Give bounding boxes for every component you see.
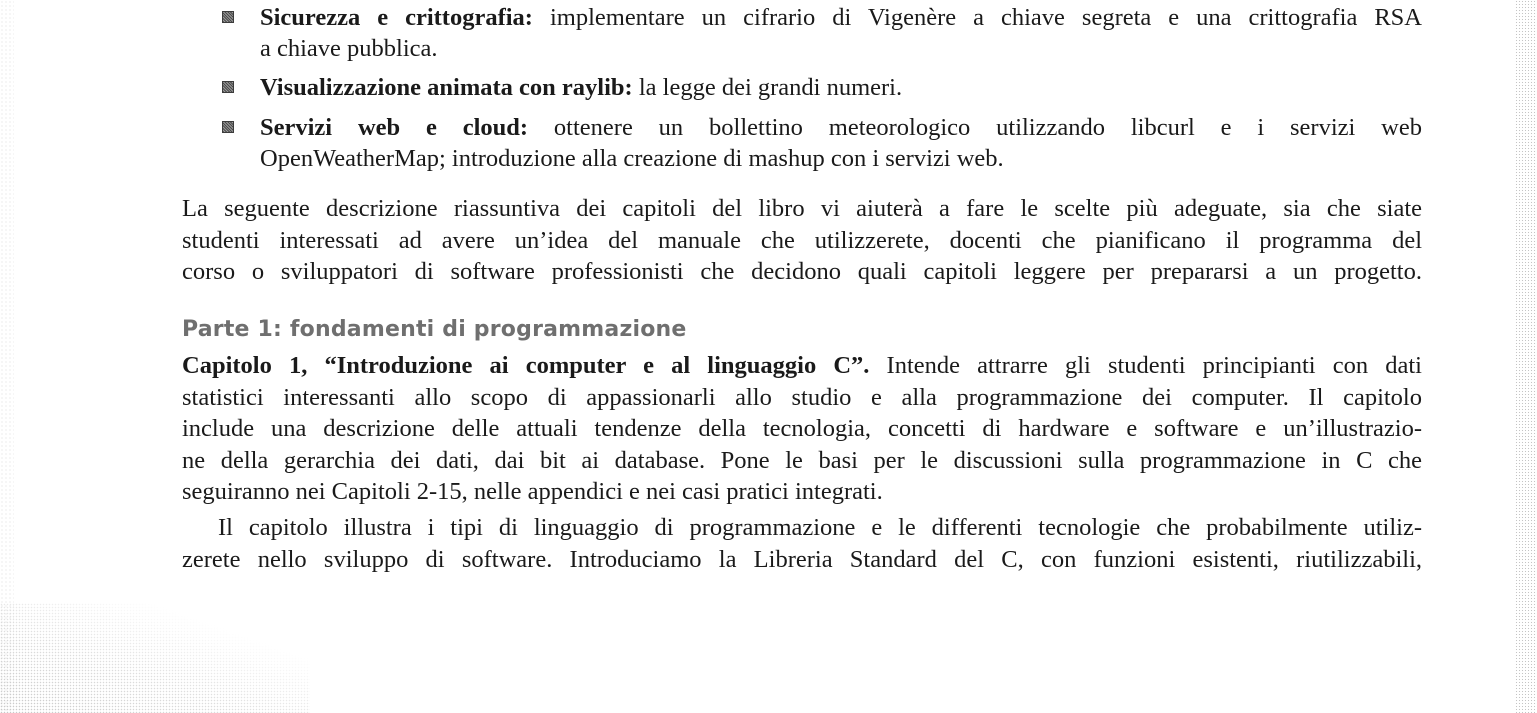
paragraph-line: include una descrizione delle attuali tendenze della tecnologia, concetti di hardware e software e un’illustrazio- [182,415,1422,442]
bullet-text [260,112,1422,174]
chapter-title: Capitolo 1, “Introduzione ai computer e al linguaggio C”. [182,352,870,379]
scan-corner-noise [0,603,310,713]
square-bullet-icon [222,81,234,93]
paragraph-line: statistici interessanti allo scopo di appassionarli allo studio e alla programmazione dei computer. Il capitolo [182,383,1422,411]
bullet-line: OpenWeatherMap; introduzione alla creazione di mashup con i servizi web. [260,145,1004,172]
paragraph-line: zerete nello sviluppo di software. Introduciamo la Libreria Standard del C, con funzioni esistenti, riutilizzabili, [182,545,1422,573]
bullet-line: a chiave pubblica. [260,35,438,62]
bullet-line: implementare un cifrario di Vigenère a chiave segreta e una crittografia RSA [532,4,1422,31]
paragraph-line: La seguente descrizione riassuntiva dei capitoli del libro vi aiuterà a fare le scelte più adeguate, sia che siate [182,195,1422,222]
bullet-label: Visualizzazione animata con raylib: [260,74,633,101]
square-bullet-icon [222,121,234,133]
chapter1-continuation-paragraph [182,512,1422,575]
bullet-line: ottenere un bollettino meteorologico utilizzando libcurl e i servizi web [528,114,1422,141]
paragraph-line: studenti interessati ad avere un’idea del manuale che utilizzerete, docenti che pianificano il programma del [182,226,1422,254]
bullet-text [260,2,1422,64]
paragraph-line: Il capitolo illustra i tipi di linguaggio di programmazione e le differenti tecnologie che probabilmente utiliz- [218,514,1422,541]
section-heading: Parte 1: fondamenti di programmazione [182,317,687,342]
paragraph-line: seguiranno nei Capitoli 2-15, nelle appendici e nei casi pratici integrati. [182,478,883,505]
chapter1-paragraph [182,350,1422,508]
paragraph-line: ne della gerarchia dei dati, dai bit ai database. Pone le basi per le discussioni sulla programmazione in C che [182,446,1422,474]
paragraph-line: corso o sviluppatori di software professionisti che decidono quali capitoli leggere per prepararsi a un progetto. [182,258,1422,285]
scan-edge-right [1515,0,1537,713]
bullet-label: Sicurezza e crittografia: [260,4,533,31]
intro-paragraph [182,193,1422,288]
bullet-text [260,72,1422,103]
bullet-line: la legge dei grandi numeri. [632,74,903,101]
bullet-label: Servizi web e cloud: [260,114,529,141]
square-bullet-icon [222,11,234,23]
paragraph-line: Intende attrarre gli studenti principianti con dati [869,352,1422,379]
